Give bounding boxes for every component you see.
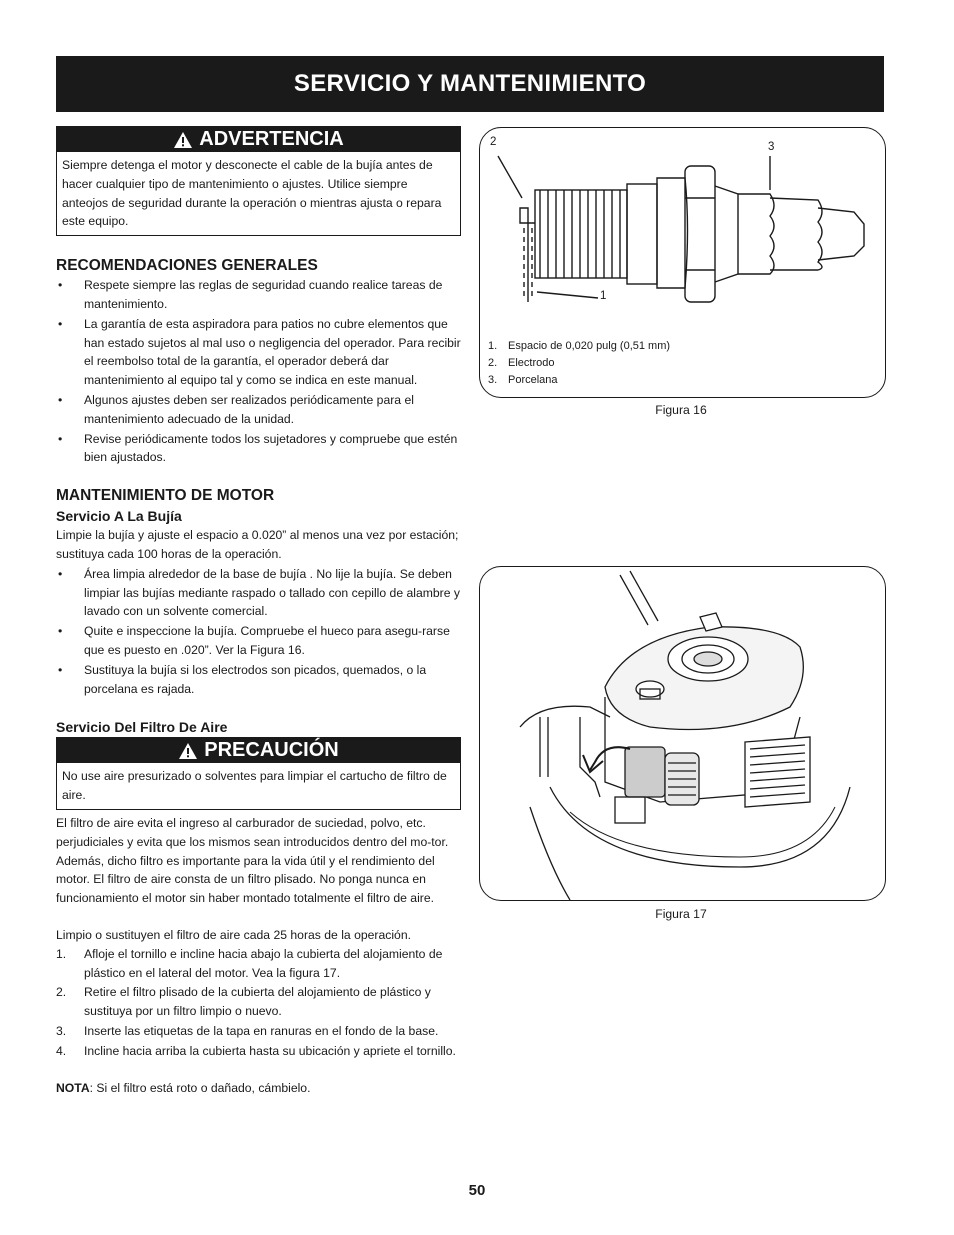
step-text: Afloje el tornillo e incline hacia abajo la cubierta del alojamiento de plástico en el lateral del motor. Vea la figura 17. <box>84 946 443 980</box>
spark-plug-illustration <box>480 128 885 343</box>
warning-text: Siempre detenga el motor y desconecte el cable de la bujía antes de hacer cualquier tipo de mantenimiento o ajustes. Utilice siempre anteojos de seguridad durante la operación o mientras ajusta o repara este equipo. <box>62 158 442 229</box>
spark-list <box>56 565 461 699</box>
note-label: NOTA <box>56 1081 90 1096</box>
list-item: • Algunos ajustes deben ser realizados periódicamente para el mantenimiento adecuado de la unidad. <box>56 391 461 429</box>
list-item: • Revise periódicamente todos los sujetadores y compruebe que estén bien ajustados. <box>56 430 461 468</box>
list-item: • Respete siempre las reglas de seguridad cuando realice tareas de mantenimiento. <box>56 276 461 314</box>
spark-heading: Servicio A La Bujía <box>56 508 182 525</box>
list-item: • Sustituya la bujía si los electrodos son picados, quemados, o la porcelana es rajada. <box>56 661 461 699</box>
legend-item: 1. Espacio de 0,020 pulg (0,51 mm) <box>488 340 671 352</box>
general-list <box>56 276 461 467</box>
step-text: Inserte las etiquetas de la tapa en ranuras en el fondo de la base. <box>84 1023 439 1038</box>
step-text: Retire el filtro plisado de la cubierta del alojamiento de plástico y sustituya por un filtro limpio o nuevo. <box>84 985 431 1019</box>
spark-intro: Limpie la bujía y ajuste el espacio a 0.020” al menos una vez por estación; sustituya cada 100 horas de la operación. <box>56 528 459 561</box>
warning-header <box>57 127 460 152</box>
motor-heading: MANTENIMIENTO DE MOTOR <box>56 487 275 505</box>
legend-item: 3. Porcelana <box>488 374 558 386</box>
figure-16 <box>479 127 886 398</box>
caution-text: No use aire presurizado o solventes para limpiar el cartucho de filtro de aire. <box>62 769 447 803</box>
step-text: Incline hacia arriba la cubierta hasta su ubicación y apriete el tornillo. <box>84 1043 456 1058</box>
figure-17 <box>479 566 886 901</box>
filter-interval: Limpio o sustituyen el filtro de aire cada 25 horas de la operación. <box>56 927 412 942</box>
caution-title: PRECAUCIÓN <box>204 739 339 762</box>
list-item: • Quite e inspeccione la bujía. Compruebe el hueco para asegu-rarse que es puesto en .020”. Ver la Figura 16. <box>56 622 461 660</box>
general-heading: RECOMENDACIONES GENERALES <box>56 257 318 275</box>
warning-icon <box>173 131 193 149</box>
figure-16-caption: Figura 16 <box>655 403 707 417</box>
callout-1: 1 <box>600 290 607 302</box>
list-item <box>56 983 461 1021</box>
warning-title: ADVERTENCIA <box>199 128 344 151</box>
legend-item: 2. Electrodo <box>488 357 555 369</box>
engine-illustration <box>480 567 885 900</box>
step-number: 4. <box>56 1043 67 1058</box>
list-item <box>56 945 461 983</box>
caution-box <box>56 737 461 810</box>
filter-steps <box>56 945 461 1061</box>
figure-17-caption: Figura 17 <box>655 907 707 921</box>
warning-icon <box>178 742 198 760</box>
page-number: 50 <box>468 1182 486 1199</box>
step-number: 2. <box>56 985 67 1000</box>
warning-box <box>56 126 461 236</box>
list-item: • Área limpia alrededor de la base de bujía . No lije la bujía. Se deben limpiar las bujías mediante raspado o tallado con cepillo de alambre y lavado con un solvente comercial. <box>56 565 461 621</box>
step-number: 3. <box>56 1023 67 1038</box>
note-text: : Si el filtro está roto o dañado, cámbielo. <box>89 1081 311 1096</box>
step-number: 1. <box>56 946 67 961</box>
list-item <box>56 1042 461 1061</box>
caution-header <box>57 738 460 763</box>
list-item <box>56 1022 461 1041</box>
left-column <box>56 126 461 1098</box>
filter-paragraph: El filtro de aire evita el ingreso al carburador de suciedad, polvo, etc. perjudiciales y evita que los mismos sean introducidos dentro del mo-tor. Además, dicho filtro es importante para la vida útil y el rendimiento del motor. El filtro de aire consta de un filtro plisado. No ponga nunca en funcionamiento el motor sin haber montado totalmente el filtro de aire. <box>56 815 449 906</box>
callout-3: 3 <box>768 141 775 153</box>
note <box>56 1079 461 1098</box>
page-title: SERVICIO Y MANTENIMIENTO <box>56 56 884 112</box>
figure-16-legend <box>488 338 670 389</box>
callout-2: 2 <box>490 136 497 148</box>
list-item: • La garantía de esta aspiradora para patios no cubre elementos que han estado sujetos al mal uso o negligencia del operador. Para recibir el reembolso total de la garantía, el operador deberá dar mantenimiento al equipo tal y como se indica en este manual. <box>56 315 461 390</box>
filter-heading: Servicio Del Filtro De Aire <box>56 719 228 736</box>
